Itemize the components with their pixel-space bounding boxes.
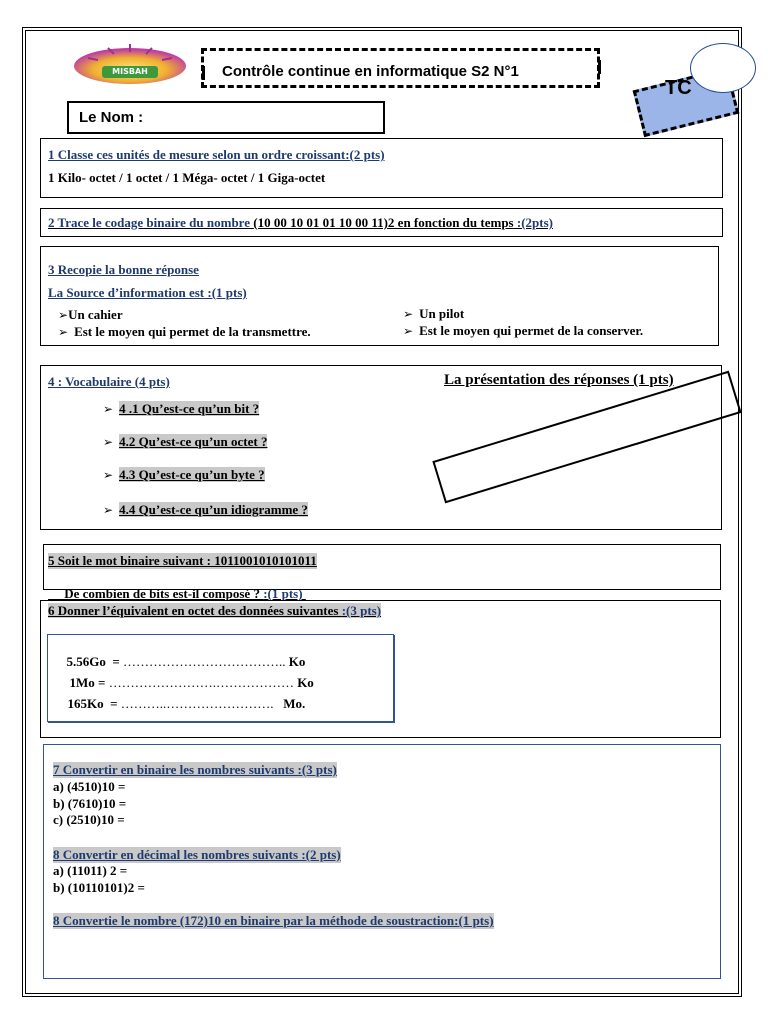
vocab-item [103, 467, 265, 483]
question-6-title-a: 6 Donner l’équivalent en octet des données suivantes [48, 603, 342, 618]
question-5-subtitle-a: De combien de bits est-il composé ? [61, 586, 264, 601]
arrow-bullet-icon: ➢ [103, 402, 114, 416]
question-3-subtitle: La Source d’information est :(1 pts) [48, 285, 247, 300]
option-label: Un pilot [419, 306, 465, 321]
conversion-unit: Mo. [283, 696, 306, 711]
question-1-title: 1 Classe ces unités de mesure selon un ordre croissant:(2 pts) [48, 147, 385, 162]
question-1-text: 1 Kilo- octet / 1 octet / 1 Méga- octet / 1 Giga-octet [48, 170, 326, 185]
question-7-9-box [43, 744, 721, 979]
arrow-bullet-icon: ➢ [403, 324, 414, 338]
arrow-bullet-icon: ➢ [58, 325, 69, 339]
question-7-line: a) (4510)10 = [53, 779, 126, 794]
conversion-dots[interactable]: …………………….……………… [108, 675, 298, 690]
vocab-item-label: 4.3 Qu’est-ce qu’un byte ? [119, 467, 265, 482]
option-label: Est le moyen qui permet de la conserver. [419, 323, 644, 338]
vocab-item [103, 401, 259, 417]
question-4-title: 4 : Vocabulaire (4 pts) [48, 374, 170, 389]
vocab-item-label: 4.4 Qu’est-ce qu’un idiogramme ? [119, 502, 308, 517]
question-3-title: 3 Recopie la bonne réponse [48, 262, 199, 277]
question-6-title [48, 603, 381, 619]
logo-sun-icon [68, 40, 198, 86]
conversion-unit: Ko [297, 675, 314, 690]
question-1-box [40, 138, 723, 198]
title-left-mark [202, 66, 205, 80]
question-5-subtitle-b: :(1 pts) [263, 586, 306, 601]
question-2-title [48, 215, 553, 231]
question-3-box [40, 246, 719, 346]
question-8-title: 8 Convertir en décimal les nombres suivants :(2 pts) [53, 847, 341, 862]
school-logo [68, 40, 198, 86]
conversion-left: 165Ko = [67, 696, 121, 711]
vocab-item-label: 4.2 Qu’est-ce qu’un octet ? [119, 434, 268, 449]
question-2-title-c: :(2pts) [513, 215, 553, 230]
arrow-bullet-icon: ➢ [58, 308, 69, 322]
vocab-item [103, 434, 267, 450]
arrow-bullet-icon: ➢ [103, 435, 114, 449]
conversion-dots[interactable]: ……………………………….. [123, 654, 289, 669]
question-8-line: a) (11011) 2 = [53, 863, 128, 878]
page-title: Contrôle continue en informatique S2 N°1 [222, 63, 519, 80]
question-7-line: c) (2510)10 = [53, 812, 125, 827]
question-9-title: 8 Convertie le nombre (172)10 en binaire par la méthode de soustraction:(1 pts) [53, 913, 494, 928]
vocab-item-label: 4 .1 Qu’est-ce qu’un bit ? [119, 401, 260, 416]
conversion-left: 1Mo = [69, 675, 109, 690]
option-label: Un cahier [68, 307, 123, 322]
option-item[interactable] [58, 324, 311, 340]
presentation-label: La présentation des réponses (1 pts) [444, 372, 674, 388]
badge-circle [690, 43, 756, 93]
question-5-box [43, 544, 721, 601]
arrow-bullet-icon: ➢ [103, 468, 114, 482]
conversion-dots[interactable]: ………..……………………. [120, 696, 284, 711]
question-7-title: 7 Convertir en binaire les nombres suivants :(3 pts) [53, 762, 337, 777]
name-label: Le Nom : [79, 109, 144, 126]
question-6-title-b: :(3 pts) [341, 603, 382, 618]
arrow-bullet-icon: ➢ [103, 503, 114, 517]
question-2-title-a: 2 Trace le codage binaire du nombre [48, 215, 254, 230]
conversion-left: 5.56Go = [66, 654, 124, 669]
option-item[interactable] [403, 323, 643, 339]
question-5-title: 5 Soit le mot binaire suivant : 1011001010101011 [48, 553, 317, 568]
title-right-mark [598, 60, 601, 74]
question-8-line: b) (10110101)2 = [53, 880, 145, 895]
option-item[interactable] [403, 306, 464, 322]
question-2-title-b: (10 00 10 01 01 10 00 11)2 en fonction du temps [253, 215, 514, 230]
conversion-row [61, 680, 305, 712]
vocab-item [103, 502, 308, 518]
option-label: Est le moyen qui permet de la transmettre. [74, 324, 311, 339]
conversion-unit: Ko [288, 654, 306, 669]
question-2-box [40, 208, 723, 237]
arrow-bullet-icon: ➢ [403, 307, 414, 321]
class-badge-label: TC [665, 77, 692, 99]
question-7-line: b) (7610)10 = [53, 796, 127, 811]
logo-text: MISBAH [112, 67, 148, 76]
option-item[interactable] [58, 307, 123, 323]
